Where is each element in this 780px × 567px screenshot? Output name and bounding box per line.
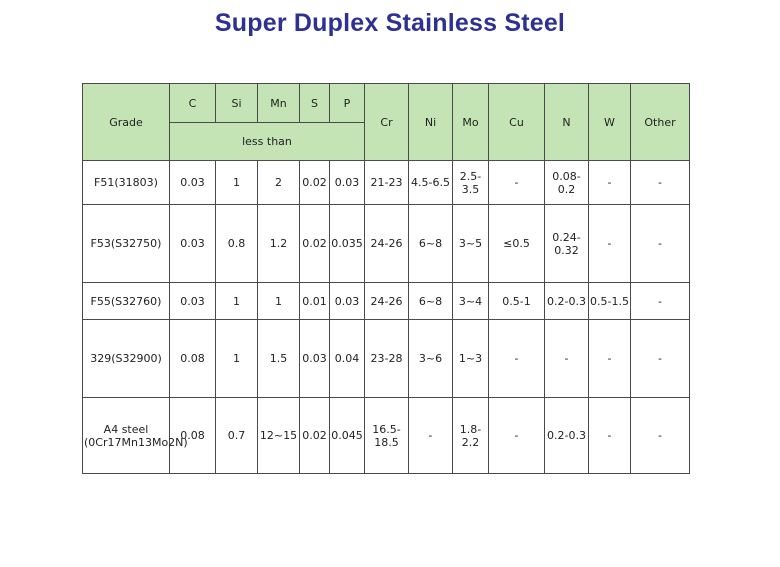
cell-w: -	[589, 161, 631, 205]
cell-mo: 1.8-2.2	[453, 398, 489, 474]
cell-si: 1	[216, 320, 258, 398]
cell-ni: -	[409, 398, 453, 474]
table-row	[83, 205, 690, 283]
header-grade: Grade	[83, 84, 170, 161]
cell-p: 0.045	[330, 398, 365, 474]
cell-si: 1	[216, 283, 258, 320]
cell-cr: 24-26	[365, 283, 409, 320]
cell-mo: 3~5	[453, 205, 489, 283]
cell-other: -	[631, 320, 690, 398]
cell-mn: 1	[258, 283, 300, 320]
cell-s: 0.02	[300, 205, 330, 283]
cell-mo: 2.5-3.5	[453, 161, 489, 205]
cell-grade: F55(S32760)	[83, 283, 170, 320]
header-n: N	[545, 84, 589, 161]
cell-cu: -	[489, 398, 545, 474]
cell-mo: 1~3	[453, 320, 489, 398]
cell-ni: 4.5-6.5	[409, 161, 453, 205]
cell-n: 0.2-0.3	[545, 398, 589, 474]
header-c: C	[170, 84, 216, 123]
cell-c: 0.08	[170, 320, 216, 398]
cell-grade: F51(31803)	[83, 161, 170, 205]
cell-p: 0.03	[330, 283, 365, 320]
cell-n: 0.24-0.32	[545, 205, 589, 283]
cell-p: 0.03	[330, 161, 365, 205]
header-cu: Cu	[489, 84, 545, 161]
cell-mn: 12~15	[258, 398, 300, 474]
cell-cu: 0.5-1	[489, 283, 545, 320]
header-other: Other	[631, 84, 690, 161]
table-row	[83, 161, 690, 205]
cell-cr: 21-23	[365, 161, 409, 205]
cell-s: 0.02	[300, 398, 330, 474]
cell-grade: A4 steel (0Cr17Mn13Mo2N)	[83, 398, 170, 474]
table-row	[83, 283, 690, 320]
cell-w: -	[589, 398, 631, 474]
header-s: S	[300, 84, 330, 123]
cell-ni: 6~8	[409, 205, 453, 283]
cell-mn: 2	[258, 161, 300, 205]
cell-cr: 16.5-18.5	[365, 398, 409, 474]
cell-n: -	[545, 320, 589, 398]
cell-si: 1	[216, 161, 258, 205]
header-p: P	[330, 84, 365, 123]
page-title: Super Duplex Stainless Steel	[214, 9, 566, 37]
cell-s: 0.02	[300, 161, 330, 205]
cell-c: 0.03	[170, 161, 216, 205]
cell-p: 0.035	[330, 205, 365, 283]
cell-grade: 329(S32900)	[83, 320, 170, 398]
cell-n: 0.08-0.2	[545, 161, 589, 205]
cell-w: 0.5-1.5	[589, 283, 631, 320]
header-w: W	[589, 84, 631, 161]
cell-ni: 6~8	[409, 283, 453, 320]
cell-c: 0.03	[170, 205, 216, 283]
cell-cr: 23-28	[365, 320, 409, 398]
table-row	[83, 320, 690, 398]
cell-c: 0.08	[170, 398, 216, 474]
cell-mn: 1.5	[258, 320, 300, 398]
cell-si: 0.7	[216, 398, 258, 474]
header-row	[83, 84, 690, 123]
cell-ni: 3~6	[409, 320, 453, 398]
header-less-than: less than	[170, 123, 365, 161]
cell-other: -	[631, 205, 690, 283]
cell-n: 0.2-0.3	[545, 283, 589, 320]
header-mn: Mn	[258, 84, 300, 123]
cell-p: 0.04	[330, 320, 365, 398]
cell-mo: 3~4	[453, 283, 489, 320]
cell-other: -	[631, 283, 690, 320]
header-cr: Cr	[365, 84, 409, 161]
cell-mn: 1.2	[258, 205, 300, 283]
cell-other: -	[631, 161, 690, 205]
header-mo: Mo	[453, 84, 489, 161]
cell-s: 0.01	[300, 283, 330, 320]
cell-other: -	[631, 398, 690, 474]
composition-table	[82, 83, 690, 474]
table-row	[83, 398, 690, 474]
cell-si: 0.8	[216, 205, 258, 283]
cell-grade: F53(S32750)	[83, 205, 170, 283]
cell-cu: -	[489, 320, 545, 398]
cell-w: -	[589, 320, 631, 398]
cell-cu: ≤0.5	[489, 205, 545, 283]
cell-s: 0.03	[300, 320, 330, 398]
cell-cr: 24-26	[365, 205, 409, 283]
cell-w: -	[589, 205, 631, 283]
header-ni: Ni	[409, 84, 453, 161]
header-si: Si	[216, 84, 258, 123]
cell-cu: -	[489, 161, 545, 205]
cell-c: 0.03	[170, 283, 216, 320]
